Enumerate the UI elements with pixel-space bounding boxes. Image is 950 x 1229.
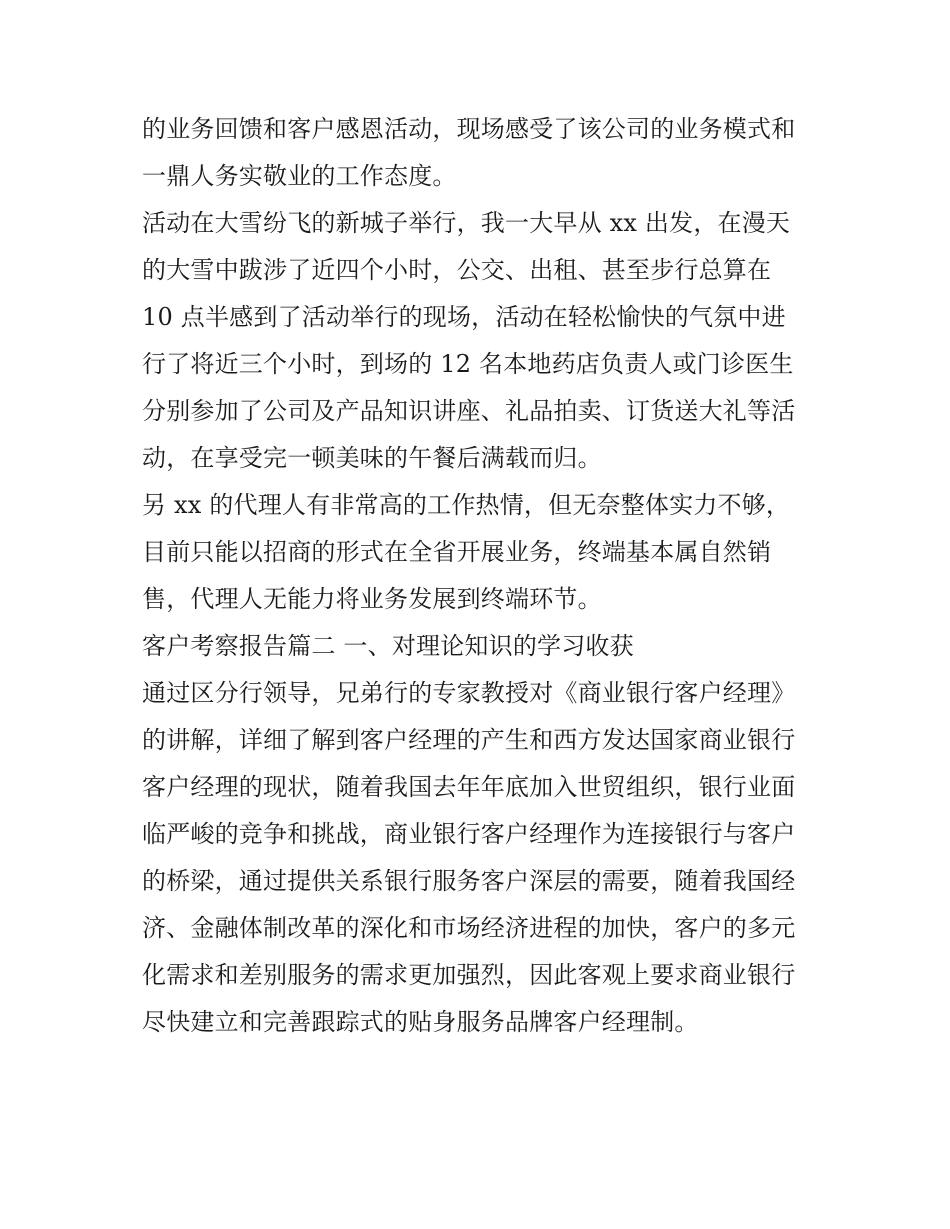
text-line: 活动在大雪纷飞的新城子举行，我一大早从 xx 出发，在漫天 [142, 209, 791, 237]
paragraph-activity-details [142, 200, 822, 482]
text-line: 的业务回馈和客户感恩活动，现场感受了该公司的业务模式和 [142, 115, 796, 143]
document-body [142, 106, 822, 1046]
text-line: 目前只能以招商的形式在全省开展业务，终端基本属自然销 [142, 538, 772, 566]
paragraph-agent-notes [142, 482, 822, 623]
text-line: 动，在享受完一顿美味的午餐后满载而归。 [142, 444, 602, 472]
text-line: 行了将近三个小时，到场的 12 名本地药店负责人或门诊医生 [142, 350, 794, 378]
text-line: 临严峻的竞争和挑战，商业银行客户经理作为连接银行与客户 [142, 820, 796, 848]
text-line: 10 点半感到了活动举行的现场，活动在轻松愉快的气氛中进 [142, 303, 786, 331]
heading-line: 客户考察报告篇二 一、对理论知识的学习收获 [142, 632, 634, 660]
text-line: 的桥梁，通过提供关系银行服务客户深层的需要，随着我国经 [142, 867, 796, 895]
paragraph-theory-learning [142, 670, 822, 1046]
text-line: 一鼎人务实敬业的工作态度。 [142, 162, 457, 190]
text-line: 售，代理人无能力将业务发展到终端环节。 [142, 585, 602, 613]
text-line: 的大雪中跋涉了近四个小时，公交、出租、甚至步行总算在 [142, 256, 772, 284]
text-line: 化需求和差别服务的需求更加强烈，因此客观上要求商业银行 [142, 961, 796, 989]
text-line: 客户经理的现状，随着我国去年年底加入世贸组织，银行业面 [142, 773, 796, 801]
text-line: 分别参加了公司及产品知识讲座、礼品拍卖、订货送大礼等活 [142, 397, 796, 425]
text-line: 尽快建立和完善跟踪式的贴身服务品牌客户经理制。 [142, 1008, 699, 1036]
text-line: 通过区分行领导，兄弟行的专家教授对《商业银行客户经理》 [142, 679, 796, 707]
text-line: 另 xx 的代理人有非常高的工作热情，但无奈整体实力不够， [142, 491, 791, 519]
paragraph-activity-intro [142, 106, 822, 200]
section-heading [142, 623, 822, 670]
text-line: 的讲解，详细了解到客户经理的产生和西方发达国家商业银行 [142, 726, 796, 754]
text-line: 济、金融体制改革的深化和市场经济进程的加快，客户的多元 [142, 914, 796, 942]
